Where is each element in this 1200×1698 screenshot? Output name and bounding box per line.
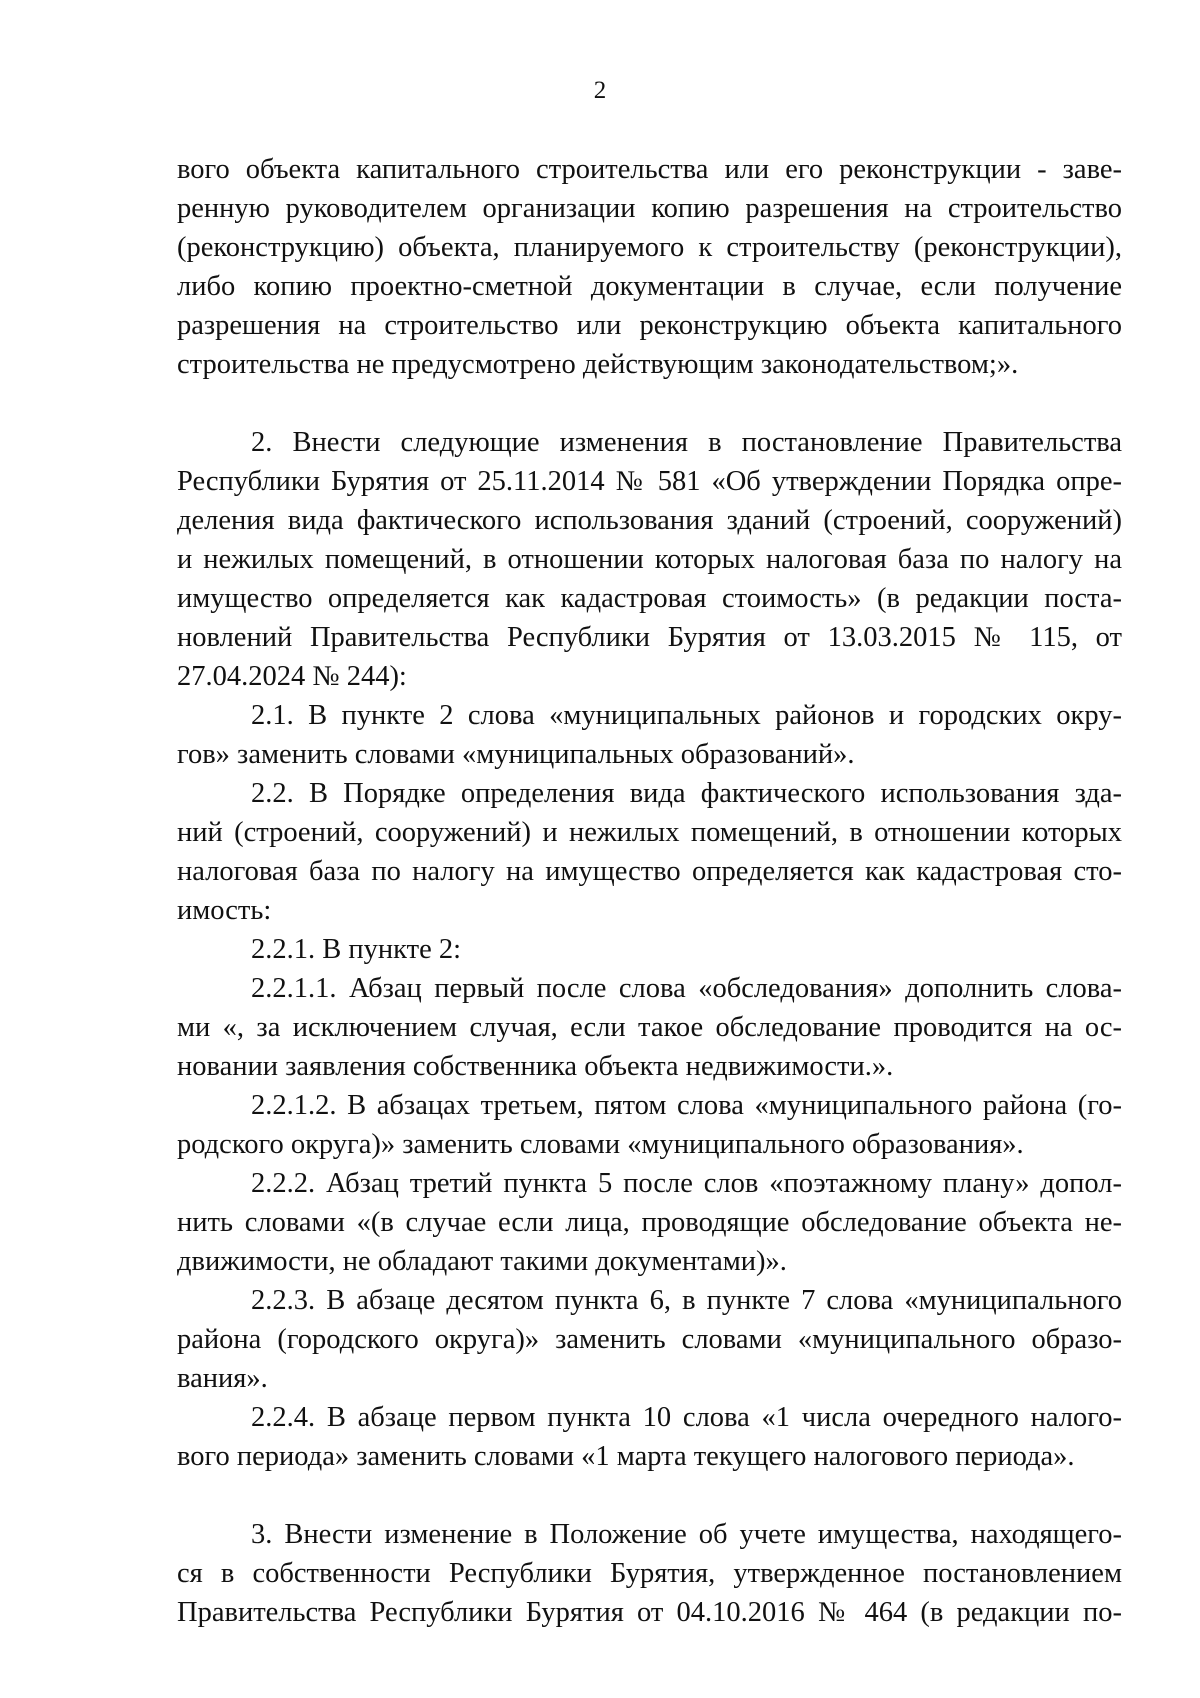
paragraph-item-2-2-1-2 [177, 1086, 1122, 1164]
text-line: вого объекта капитального строительства или его реконструкции - заве- [177, 154, 1122, 185]
text-line: родского округа)» заменить словами «муниципального образования». [177, 1129, 1024, 1160]
paragraph-item-2-2-4 [177, 1398, 1122, 1476]
text-line: строительства не предусмотрено действующим законодательством;». [177, 349, 1019, 380]
paragraph-item-3 [177, 1515, 1122, 1632]
text-line: 27.04.2024 № 244): [177, 661, 407, 692]
paragraph-continuation [177, 150, 1122, 384]
paragraph-item-2-2-1 [177, 930, 1122, 969]
paragraph-item-2-1 [177, 696, 1122, 774]
text-line: нить словами «(в случае если лица, проводящие обследование объекта не- [177, 1207, 1122, 1238]
text-line: 3. Внести изменение в Положение об учете имущества, находящего- [251, 1519, 1122, 1550]
text-line: движимости, не обладают такими документами)». [177, 1246, 787, 1277]
text-line: района (городского округа)» заменить словами «муниципального образо- [177, 1324, 1122, 1355]
text-line: ми «, за исключением случая, если такое обследование проводится на ос- [177, 1012, 1122, 1043]
text-line: налоговая база по налогу на имущество определяется как кадастровая сто- [177, 856, 1122, 887]
text-line: 2.2.1.2. В абзацах третьем, пятом слова «муниципального района (го- [251, 1090, 1122, 1121]
text-line: новании заявления собственника объекта недвижимости.». [177, 1051, 894, 1082]
text-line: 2.1. В пункте 2 слова «муниципальных районов и городских окру- [251, 700, 1122, 731]
paragraph-item-2 [177, 423, 1122, 696]
paragraph-gap [177, 1476, 1122, 1515]
text-line: вания». [177, 1363, 268, 1394]
paragraph-item-2-2-2 [177, 1164, 1122, 1281]
text-line: имущество определяется как кадастровая стоимость» (в редакции поста- [177, 583, 1122, 614]
text-line: деления вида фактического использования зданий (строений, сооружений) [177, 505, 1122, 536]
document-body [177, 150, 1122, 1632]
text-line: (реконструкцию) объекта, планируемого к строительству (реконструкции), [177, 232, 1122, 263]
text-line: 2.2.3. В абзаце десятом пункта 6, в пункте 7 слова «муниципального [251, 1285, 1122, 1316]
page-number: 2 [593, 77, 607, 104]
paragraph-item-2-2 [177, 774, 1122, 930]
text-line: 2.2.1. В пункте 2: [251, 934, 462, 965]
text-line: имость: [177, 895, 272, 926]
text-line: Республики Бурятия от 25.11.2014 № 581 «Об утверждении Порядка опре- [177, 466, 1122, 497]
paragraph-gap [177, 384, 1122, 423]
text-line: 2.2.1.1. Абзац первый после слова «обследования» дополнить слова- [251, 973, 1122, 1004]
text-line: либо копию проектно-сметной документации в случае, если получение [177, 271, 1122, 302]
paragraph-item-2-2-3 [177, 1281, 1122, 1398]
text-line: 2.2.2. Абзац третий пункта 5 после слов «поэтажному плану» допол- [251, 1168, 1122, 1199]
text-line: ний (строений, сооружений) и нежилых помещений, в отношении которых [177, 817, 1122, 848]
text-line: разрешения на строительство или реконструкцию объекта капитального [177, 310, 1122, 341]
text-line: Правительства Республики Бурятия от 04.10.2016 № 464 (в редакции по- [177, 1597, 1122, 1628]
text-line: гов» заменить словами «муниципальных образований». [177, 739, 855, 770]
text-line: вого периода» заменить словами «1 марта текущего налогового периода». [177, 1441, 1075, 1472]
text-line: 2. Внести следующие изменения в постановление Правительства [251, 427, 1122, 458]
text-line: 2.2. В Порядке определения вида фактического использования зда- [251, 778, 1122, 809]
text-line: новлений Правительства Республики Бурятия от 13.03.2015 № 115, от [177, 622, 1122, 653]
text-line: ренную руководителем организации копию разрешения на строительство [177, 193, 1122, 224]
text-line: и нежилых помещений, в отношении которых налоговая база по налогу на [177, 544, 1122, 575]
paragraph-item-2-2-1-1 [177, 969, 1122, 1086]
text-line: ся в собственности Республики Бурятия, утвержденное постановлением [177, 1558, 1122, 1589]
text-line: 2.2.4. В абзаце первом пункта 10 слова «1 числа очередного налого- [251, 1402, 1122, 1433]
